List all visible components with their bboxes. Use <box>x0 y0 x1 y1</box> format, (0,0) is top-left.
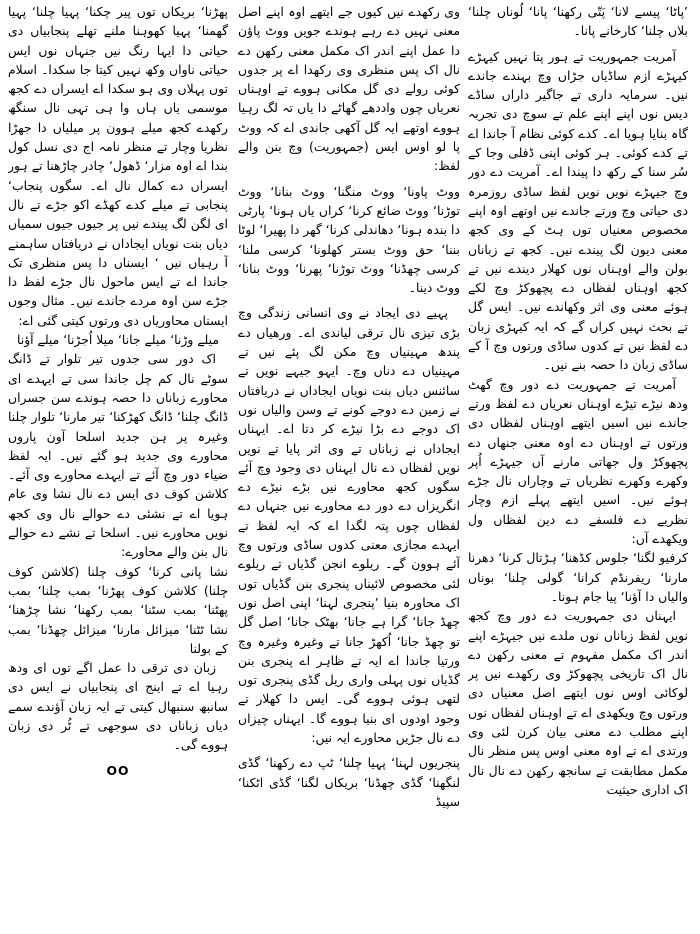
idiom-list: کرفیو لگنا‘ جلوس کڈھنا‘ ہڑتال کرنا‘ دھرنا مارنا‘ ریفرنڈم کرانا‘ گولی چلنا‘ بوناں والیاں دا آؤنا‘ پیا جام ہونا۔ <box>468 550 688 604</box>
paragraph: ایہناں دی جمہوریت دے دور وچ کجھ نویں لفظ زباناں نوں ملدے نیں جیہڑے اپنے اندر اک مکمل مفہوم تے معنی رکھن دے نال اک تاریخی پچھوکڑ وی رکھدے نیں پر لوکائی اوس نوں ایتھے اصل معنیاں دی ورتوں وچ ویکھدی اے تے اوہناں لفظاں نوں اپنے مطلب دے معنی بیان کرن لئی وی ورتدی اے تے اوہ معنی اوس پس منظر نال مکمل مطابقت تے سانجھ رکھن دے نال نال اک اداری حیثیت <box>468 608 688 797</box>
idiom-list: میلے وڑنا‘ میلے جانا‘ میلا اُجڑنا‘ میلے آؤنا <box>16 332 220 348</box>
idiom-list: پنجریوں لہنا‘ پہیا چلنا‘ ٹپ دے رکھنا‘ گڈی لنگھنا‘ گڈی چھڈنا‘ بریکاں لگنا‘ گڈی اٹکنا‘ سپیڈ <box>238 755 460 809</box>
idiom-list: ووٹ پاونا‘ ووٹ منگنا‘ ووٹ بنانا‘ ووٹ توڑنا‘ ووٹ ضائع کرنا‘ کراں یاں ہونا‘ پارٹی دا بندہ ہونا‘ دھاندلی کرنا‘ گھر دا پھیرا‘ لوٹا بننا‘ حق ووٹ بستر کھلونا‘ کرسی ملنا‘ کرسی چھڈنا‘ ووٹ توڑنا‘ پھرنا‘ ووٹ بنانا‘ ووٹ دینا۔ <box>238 183 460 296</box>
text-column-middle <box>238 2 460 932</box>
paragraph: پہیے دی ایجاد نے وی انسانی زندگی وچ بڑی تیزی نال ترقی لیاندی اے۔ ورھیاں دے پندھ مہینیاں وچ مکن لگ پئے نیں تے مہینیاں دے دناں وچ۔ ایہو جیہے نویں تے سائنس دیاں بنت نویاں ایجاداں نے دریافتاں نے زمین دے دوجے کونے تے وسن والیاں نوں اک دوجے دے بڑا نیڑے کر دتا اے۔ ایہناں ایجاداں نے زباناں تے وی اثر پایا تے نویں نویں لفظاں دے نال ایہناں دی وجود وچ آئے سگوں کجھ محاورے نیں بڑے نیڑے دے انگریزاں دے دور دے محاورے نیں جنہاں دے لفظاں چوں پتہ لگدا اے کہ ایہ لفظ تے ایہدے مجازی معنی کدوں ساڈی ورتوں وچ آئے ہوون گے۔ ریلوے انجن گڈیاں تے ریلوے لئی مخصوص لائیناں پنجری بنن گڈیاں توں اک محاورہ بنیا ’پنجری لہنا‘ اپنی اصل نوں چھڈ جانا‘ گرا ہے جانا‘ بھٹک جانا‘ اصل گل تو چھڈ جانا‘ اُکھڑ جانا تے وغیرہ وغیرہ وچ ورتیا جاندا اے ایہ تے ظاہر اے پنجری بنن گڈیاں نوں پہلی واری ریل گڈی پنجری توں لتھی ہوئی ہووے گی۔ ایس دا کھلار تے وجود اودوں ای بنیا ہووے گا۔ ایہناں چیزاں دے نال جڑیں محاورے ایہ نیں: <box>238 305 460 745</box>
paragraph: آمریت تے جمہوریت دے دور وچ گھٹ ودھ نیڑے تیڑے اوہناں نعریاں دے لفظ ورتے جاندے نیں اسیں ایتھے اوہناں لفظاں دی ورتوں تے اوہناں دے اوہ معنی جنھاں دے پچھوکڑ ول جھاتی مارنے آں جیہڑے اُپر وکھرے وکھرے نظریاں تے وچاراں نال جڑے ہوئے نیں۔ اسیں ایتھے پہلے ازم وچار نظریے دے فلسفے دے دین لفظاں ول ویکھدے آں: <box>468 376 688 547</box>
paragraph: زبان دی ترقی دا عمل اگے توں ای ودھ رہیا اے تے اینج ای پنجابیاں نے ایس دی سانبھ سنبھال کیتی تے ایہ زبان آؤندے سمے دیاں زباناں دی سوجھی تے ٹُر دی زبان ہووے گی۔ <box>8 660 228 753</box>
end-mark: OO <box>106 762 130 778</box>
paragraph: آمریت جمہوریت تے ہور پتا نہیں کیہڑے کیہڑے ازم ساڈیاں جڑاں وچ بہندے جاندے نیں۔ سرمایہ داری تے جاگیر داراں ساڈے دیس نوں اپنے اپنے علم تے سوچ دی تجربہ گاہ بنایا ہویا اے۔ کدے کوئی نظام آ جاندا اے تے کدے کوئی۔ ہر کوئی اپنی ڈفلی وجا کے سُر سنا کے رکھ دا پیندا اے۔ آمریت دے دور وچ جیہڑے نویں نویں لفظ ساڈی روزمرہ دی حیاتی وچ ورتے جاندے نیں اوتھے اوہ اپنے مخصوص معنیاں توں ہٹ کے وی کجھ معنی دیون لگ پیندے نیں۔ کجھ تے زباناں بولن والے اوہناں نوں کھلار دیندے نیں تے کجھ اوہناں لفظاں دے پچھوکڑ وچ لکے ہوئے معنی وی اثر وکھاندے نیں۔ ایس گل تے بحث نہیں کراں گے کہ ایہ کیہڑی زبان دے لفظ نیں تے کدوں ساڈی ورتوں وچ آ کے ساڈی زبان دا حصہ بنے نیں۔ <box>468 48 688 373</box>
paragraph: پھڑنا‘ بریکاں توں پیر چکنا‘ پہیا چلنا‘ پہیا گھمنا‘ پہیا کھوہنا ملنے تھلے پنجابیاں دی حیاتی دا ایہا رنگ نیں جنہاں نوں ایس حیاتی ناواں وکھ نہیں کیتا جا سکدا۔ اسلام توں پہلاں وی ہو سکدا اے ایسراں دے کجھ موسمی یاں ہاں وا ہی تہی نال سنگھ رکھدے کجھ میلے ہوون پر میلیاں دا جھڑا نظریا وچار تے منظر نامہ اج دی نسل کول بندا اے اوہ مزار‘ ڈھول‘ چادر چاڑھنا تے ہور ایسراں دے کمال نال اے۔ سگوں پنجاب‘ پنجابی تے میلے کدے کھڈے اکو جڑے تے نال ای لگن لگ پیندے نیں پر جیوں جیوں سمیاں دیاں بنت نویاں ایجاداں نے دریافتاں ساہمنے آ رہیاں نیں ‘ ایسناں دا پس منظری تک جاندا اے تے ایس ماحول نال جڑے لفظ دا جڑے سن اوہ مردے جاندے نیں۔ مثال وجوں ایسناں محاوریاں دی ورتوں کیتی گئی اے: <box>8 4 228 328</box>
text-column-right <box>468 2 688 932</box>
text-column-left <box>8 2 228 932</box>
idiom-list: نشا پانی کرنا‘ کوف چلنا (کلاشن کوف چلنا) کلاشن کوف پھڑنا‘ بمب چلنا‘ بمب پھٹنا‘ بمب سٹنا‘ بمب رکھنا‘ نشا چڑھنا‘ نشا ٹٹنا‘ میزائل مارنا‘ میزائل چھڈنا‘ بمب کے بولنا <box>8 563 228 656</box>
paragraph: وی رکھدے نیں کیوں جے ایتھے اوہ اپنے اصل معنی نہیں دے رہے ہوندے جویں ووٹ پاؤن دا عمل اپنے اندر اک مکمل معنی رکھن دے نال اک پس منظری وی رکھدا اے پر جدوں کوئی رولے دی گل مکانی ہووے تے اوہناں نعریاں چوں واددھے گھاٹے دا یاں تہ لگ رہیا ہووے اوتھے ایہ گل آکھی جاندی اے کہ ووٹ پا لو اوس ایس (جمہوریت) وچ بنن والے لفظ: <box>238 4 460 174</box>
paragraph: ’پاٹا‘ پیسے لانا‘ پَتّی رکھنا‘ پانا‘ لُوناں چلنا‘ بلاں چلنا‘ کارخانے پانا۔ <box>468 4 688 39</box>
paragraph: اک دور سی جدوں تیر تلوار تے ڈانگ سوٹے نال کم چل جاندا سی تے ایہدے ای محاورے زباناں دا حصہ ہوندے سن جسراں ڈانگ چلنا‘ ڈانگ کھڑکنا‘ تیر مارنا‘ تلوار چلنا وغیرہ پر ہن جدید اسلحا آون پاروں محاورے وی جدید ہو گئے نیں۔ ایہ لفظ ضیاء دور وچ آئے تے ایہدے محاورے وی آئے۔ کلاشن کوف دی ایس دے نال نشا وی عام ہویا اے تے نشئی دے حوالے نال وی کجھ نویں محاورے نیں۔ اسلحا تے نشے دے حوالے نال بنن والے محاورے: <box>8 351 228 560</box>
